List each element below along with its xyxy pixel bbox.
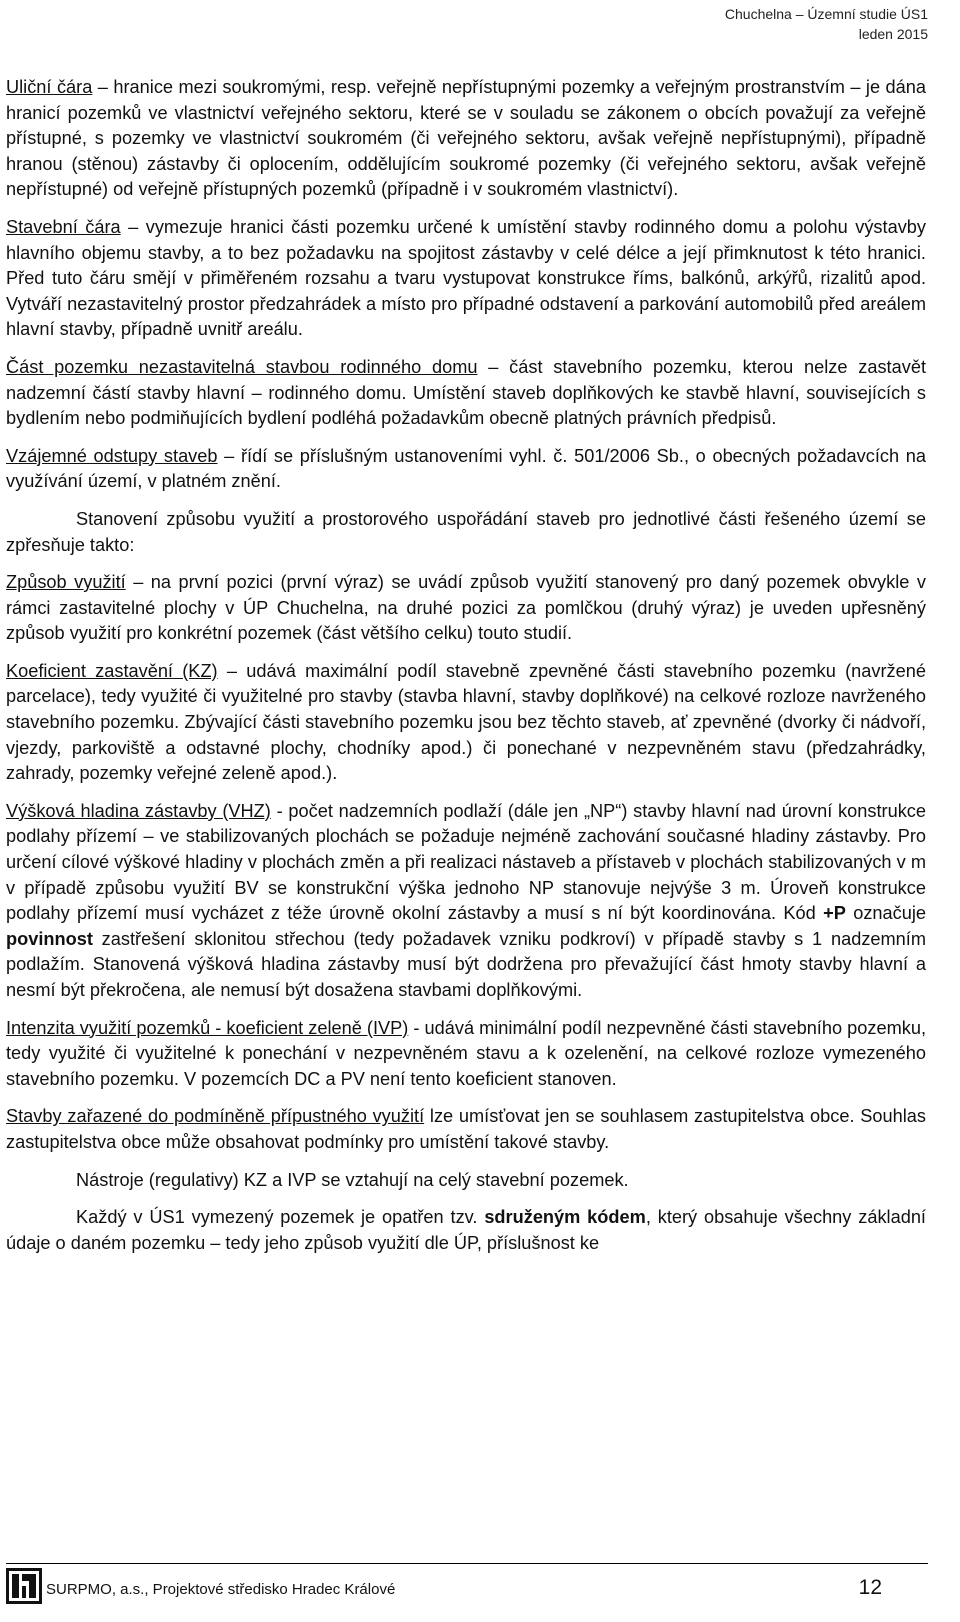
- text-koeficient-zastaveni: – udává maximální podíl stavebně zpevněné části stavebního pozemku (navržené parcelace), tedy využité či využitelné pro stavby (stavba hlavní, stavby doplňkové) na celkové rozloze navrženého stavebního pozemku. Zbývající části stavebního pozemku jsou bez těchto staveb, ať zpevněné (dvorky či nádvoří, vjezdy, parkoviště a odstavné plochy, chodníky apod.) či ponechané v nezpevněném stavu (předzahrádky, zahrady, pozemky veřejné zeleně apod.).: [6, 660, 926, 784]
- text-zpusob-vyuziti: – na první pozici (první výraz) se uvádí způsob využití stanovený pro daný pozemek obvykle v rámci zastavitelné plochy v ÚP Chuchelna, na druhé pozici za pomlčkou (druhý výraz) je uveden upřesněný způsob využití pro konkrétní pozemek (část většího celku) touto studií.: [6, 572, 926, 644]
- paragraph-vyskova-hladina: [6, 799, 926, 1004]
- paragraph-stanoveni: [6, 507, 926, 558]
- term-stavebni-cara: Stavební čára: [6, 216, 121, 237]
- code-plus-p: +P: [823, 903, 846, 924]
- term-intenzita-vyuziti: Intenzita využití pozemků - koeficient zeleně (IVP): [6, 1017, 409, 1038]
- footer-company: SURPMO, a.s., Projektové středisko Hradec Králové: [46, 1581, 396, 1598]
- paragraph-ulicni-cara: [6, 75, 926, 203]
- text-nastroje: Nástroje (regulativy) KZ a IVP se vztahují na celý stavební pozemek.: [76, 1169, 629, 1190]
- term-vyskova-hladina: Výšková hladina zástavby (VHZ): [6, 800, 271, 821]
- term-nezastavitelna-cast: Část pozemku nezastavitelná stavbou rodinného domu: [6, 356, 478, 377]
- text-stavebni-cara: – vymezuje hranici části pozemku určené k umístění stavby rodinného domu a polohu výstavby hlavního objemu stavby, a to bez požadavku na spojitost zástavby v celé délce a její přimknutost k této hranici. Před tuto čáru smějí v přiměřeném rozsahu a tvaru vystupovat konstrukce říms, balkónů, arkýřů, rizalitů apod. Vytváří nezastavitelný prostor předzahrádek a místo pro případné odstavení a parkování automobilů před areálem hlavní stavby, případně uvnitř areálu.: [6, 216, 926, 340]
- paragraph-zpusob-vyuziti: [6, 570, 926, 647]
- text-nezastavitelna-cast: – část stavebního pozemku, kterou nelze zastavět nadzemní částí stavby hlavní – rodinného domu. Umístění staveb doplňkových ke stavbě hlavní, souvisejících s bydlením nebo podmiňujících bydlení podléhá požadavkům obecně platných právních předpisů.: [6, 356, 926, 429]
- text-intenzita-vyuziti: - udává minimální podíl nezpevněné části stavebního pozemku, tedy využité či využitelné k ponechání v nezpevněném stavu a k ozelenění, na celkové rozloze vymezeného stavebního pozemku. V pozemcích DC a PV není tento koeficient stanoven.: [6, 1017, 926, 1089]
- text-odstupy-staveb: – řídí se příslušným ustanoveními vyhl. č. 501/2006 Sb., o obecných požadavcích na využívání území, v platném znění.: [6, 445, 926, 492]
- footer-divider: [6, 1563, 928, 1564]
- text-podminene-pripustne: lze umísťovat jen se souhlasem zastupitelstva obce. Souhlas zastupitelstva obce může obsahovat podmínky pro umístění takové stavby.: [6, 1106, 926, 1152]
- paragraph-nastroje: [6, 1168, 926, 1194]
- paragraph-odstupy-staveb: [6, 444, 926, 495]
- document-body: [6, 75, 926, 1268]
- surpmo-logo-icon: [6, 1568, 42, 1604]
- page-number: 12: [858, 1576, 882, 1599]
- header-date: leden 2015: [858, 26, 928, 42]
- text-stanoveni: Stanovení způsobu využití a prostorového uspořádání staveb pro jednotlivé části řešeného území se zpřesňuje takto:: [6, 508, 926, 555]
- paragraph-podminene-pripustne: [6, 1104, 926, 1155]
- paragraph-intenzita-vyuziti: [6, 1016, 926, 1093]
- text-vyskova-hladina-b: označuje: [845, 903, 927, 924]
- text-sdruzeny-kod-b: , který obsahuje všechny základní údaje o daném pozemku – tedy jeho způsob využití dle ÚP, příslušnost ke: [6, 1207, 926, 1253]
- text-ulicni-cara: – hranice mezi soukromými, resp. veřejně nepřístupnými pozemky a veřejným prostranstvím – je dána hranicí pozemků ve vlastnictví veřejného sektoru, které se v souladu se zákonem o obcích považují za veřejně přístupné, s pozemky ve vlastnictví soukromém (či veřejného sektoru, avšak veřejně nepřístupnými), případně hranou (stěnou) zástavby či oplocením, oddělujícím soukromé pozemky (či veřejného sektoru, avšak veřejně nepřístupné) od veřejně přístupných pozemků (případně i v soukromém vlastnictví).: [6, 77, 926, 200]
- term-ulicni-cara: Uliční čára: [6, 77, 93, 97]
- page-header: [725, 4, 928, 44]
- bold-sdruzeny-kod: sdruženým kódem: [484, 1207, 646, 1228]
- term-koeficient-zastaveni: Koeficient zastavění (KZ): [6, 660, 218, 681]
- term-odstupy-staveb: Vzájemné odstupy staveb: [6, 445, 218, 466]
- term-podminene-pripustne: Stavby zařazené do podmíněně přípustného využití: [6, 1106, 425, 1127]
- text-sdruzeny-kod-a: Každý v ÚS1 vymezený pozemek je opatřen tzv.: [76, 1207, 485, 1228]
- term-zpusob-vyuziti: Způsob využití: [6, 572, 126, 593]
- text-vyskova-hladina-c: zastřešení sklonitou střechou (tedy požadavek vzniku podkroví) v případě stavby s 1 nadzemním podlažím. Stanovená výšková hladina zástavby musí být dodržena pro převažující část hmoty stavby hlavní a nesmí být překročena, ale nemusí být dosažena stavbami doplňkovými.: [6, 928, 926, 1000]
- bold-povinnost: povinnost: [6, 928, 93, 949]
- paragraph-nezastavitelna-cast: [6, 355, 926, 432]
- paragraph-koeficient-zastaveni: [6, 659, 926, 787]
- paragraph-sdruzeny-kod: [6, 1205, 926, 1256]
- text-vyskova-hladina-a: - počet nadzemních podlaží (dále jen „NP“) stavby hlavní nad úrovní konstrukce podlahy přízemí – ve stabilizovaných plochách se požaduje nejméně zachování současné hladiny zástavby. Pro určení cílové výškové hladiny v plochách změn a při realizaci nástaveb a přístaveb v plochách stabilizovaných v m v případě způsobu využití BV se konstrukční výška jednoho NP stanovuje nejvýše 3 m. Úroveň konstrukce podlahy přízemí musí vycházet z téže úrovně okolní zástavby a musí s ní být koordinována. Kód: [6, 800, 926, 924]
- header-title: Chuchelna – Územní studie ÚS1: [724, 6, 928, 22]
- paragraph-stavebni-cara: [6, 215, 926, 343]
